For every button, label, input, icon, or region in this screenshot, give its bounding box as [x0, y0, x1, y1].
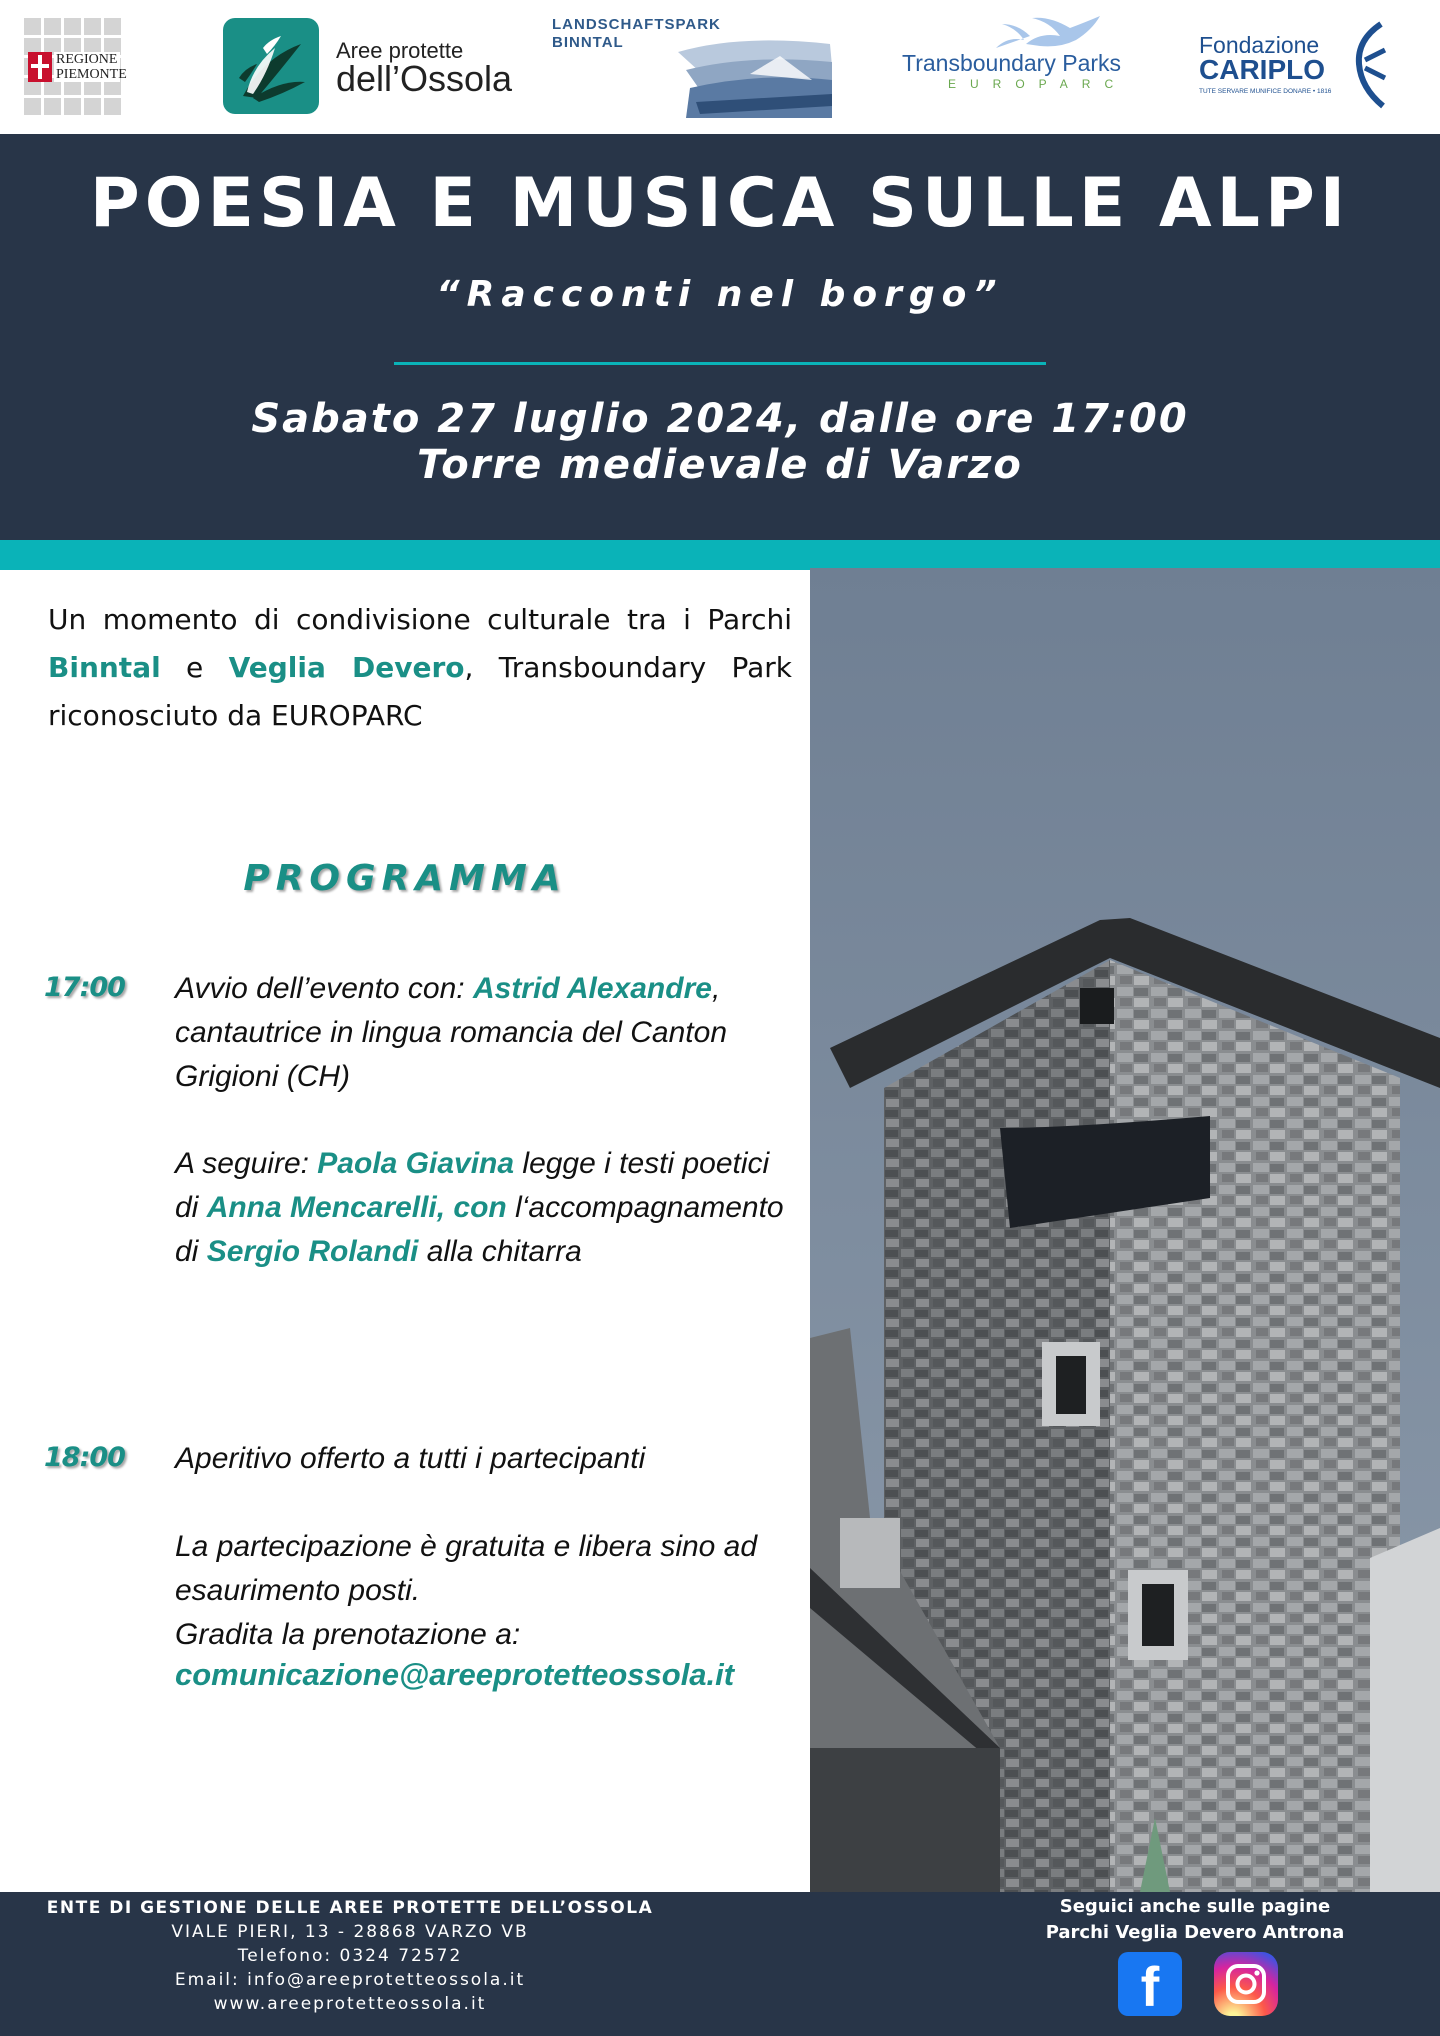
footer-organization: ENTE DI GESTIONE DELLE AREE PROTETTE DELL’OSSOLA [46, 1898, 654, 1918]
piemonte-grid-cell [84, 18, 101, 35]
program-item-1-paragraph-2 [175, 1142, 795, 1274]
booking-note: Gradita la prenotazione a: [175, 1618, 521, 1651]
transboundary-label: Transboundary Parks [902, 50, 1122, 76]
instagram-icon[interactable] [1214, 1952, 1278, 2016]
fondazione-cariplo-logo [1195, 20, 1405, 110]
europarc-label: EUROPARC [948, 77, 1128, 91]
ossola-label-1: Aree protette [336, 38, 464, 63]
performer-paola-giavina: Paola Giavina [317, 1147, 515, 1180]
program-item-1-paragraph-1 [175, 967, 795, 1099]
program-text: legge i testi poetici di [175, 1147, 770, 1224]
piemonte-grid-cell [104, 98, 121, 115]
landschaftspark-binntal-logo [550, 14, 840, 120]
footer-website[interactable]: www.areeprotetteossola.it [213, 1994, 487, 2014]
event-venue: Torre medievale di Varzo [417, 442, 1023, 488]
intro-part-1: Un momento di condivisione culturale tra i Parchi [48, 603, 792, 636]
logo-strip [0, 0, 1440, 134]
participation-note: La partecipazione è gratuita e libera sino ad esaurimento posti. [175, 1530, 758, 1607]
time-1800: 18:00 [44, 1442, 125, 1473]
footer-email[interactable]: Email: info@areeprotetteossola.it [174, 1970, 526, 1990]
facebook-icon[interactable]: f [1118, 1952, 1182, 2016]
intro-text [48, 596, 792, 740]
header-banner [0, 134, 1440, 540]
cariplo-motto: TUTE SERVARE MUNIFICE DONARE • 1816 [1199, 88, 1332, 95]
program-text: A seguire: [175, 1147, 318, 1180]
cranes-icon [900, 14, 1140, 54]
booking-email-link[interactable]: comunicazione@areeprotetteossola.it [175, 1657, 735, 1692]
piemonte-grid-cell [44, 98, 61, 115]
footer [0, 1892, 1440, 2036]
piemonte-grid-cell [84, 98, 101, 115]
footer-phone: Telefono: 0324 72572 [237, 1946, 463, 1966]
regione-piemonte-logo [24, 18, 127, 116]
intro-highlight-binntal: Binntal [48, 651, 161, 684]
author-anna-mencarelli: Anna Mencarelli, con [206, 1191, 507, 1224]
ossola-leaf-icon [223, 18, 319, 114]
program-text: , cantautrice in lingua romancia del Canton Grigioni (CH) [175, 972, 727, 1093]
programma-heading: PROGRAMMA [243, 858, 567, 899]
piemonte-grid-cell [24, 98, 41, 115]
ossola-label-2: dell’Ossola [336, 58, 513, 99]
tower-photo [810, 568, 1440, 1892]
intro-part-3: , Transboundary Park riconosciuto da EUROPARC [48, 651, 793, 732]
intro-part-2: e [160, 651, 229, 684]
program-item-2-paragraph-1: Aperitivo offerto a tutti i partecipanti [175, 1442, 646, 1475]
binntal-label-1: LANDSCHAFTSPARK [552, 16, 721, 33]
piemonte-flag-icon [28, 52, 52, 82]
piemonte-grid-cell [24, 18, 41, 35]
follow-us-label: Seguici anche sulle pagine [1059, 1896, 1331, 1917]
event-title: POESIA E MUSICA SULLE ALPI [89, 164, 1351, 243]
title-divider [394, 362, 1046, 365]
performer-sergio-rolandi: Sergio Rolandi [206, 1235, 419, 1268]
intro-highlight-veglia-devero: Veglia Devero [228, 651, 465, 684]
footer-address: VIALE PIERI, 13 - 28868 VARZO VB [171, 1922, 529, 1942]
piemonte-grid-cell [44, 18, 61, 35]
piemonte-label: REGIONE PIEMONTE [56, 52, 127, 82]
binntal-mountain-icon [550, 14, 840, 120]
transboundary-parks-logo [900, 14, 1140, 100]
cariplo-label-1: Fondazione [1199, 32, 1320, 58]
program-text: l‘accompagnamento di [175, 1191, 784, 1268]
program-text: alla chitarra [418, 1235, 582, 1268]
cariplo-emblem-icon [1351, 20, 1391, 110]
performer-astrid-alexandre: Astrid Alexandre [472, 972, 712, 1005]
program-item-2-paragraph-2 [175, 1525, 795, 1657]
teal-band [0, 540, 1440, 570]
time-1700: 17:00 [44, 972, 125, 1003]
event-subtitle: “Racconti nel borgo” [436, 274, 1004, 315]
event-date: Sabato 27 luglio 2024, dalle ore 17:00 [251, 396, 1189, 442]
piemonte-grid-cell [104, 18, 121, 35]
piemonte-grid-cell [64, 98, 81, 115]
cariplo-label-2: CARIPLO [1199, 54, 1325, 85]
program-text: Avvio dell’evento con: [175, 972, 473, 1005]
aree-protette-ossola-logo [223, 18, 513, 114]
binntal-label-2: BINNTAL [552, 34, 624, 51]
follow-pages-label: Parchi Veglia Devero Antrona [1045, 1922, 1345, 1943]
piemonte-grid-cell [64, 18, 81, 35]
